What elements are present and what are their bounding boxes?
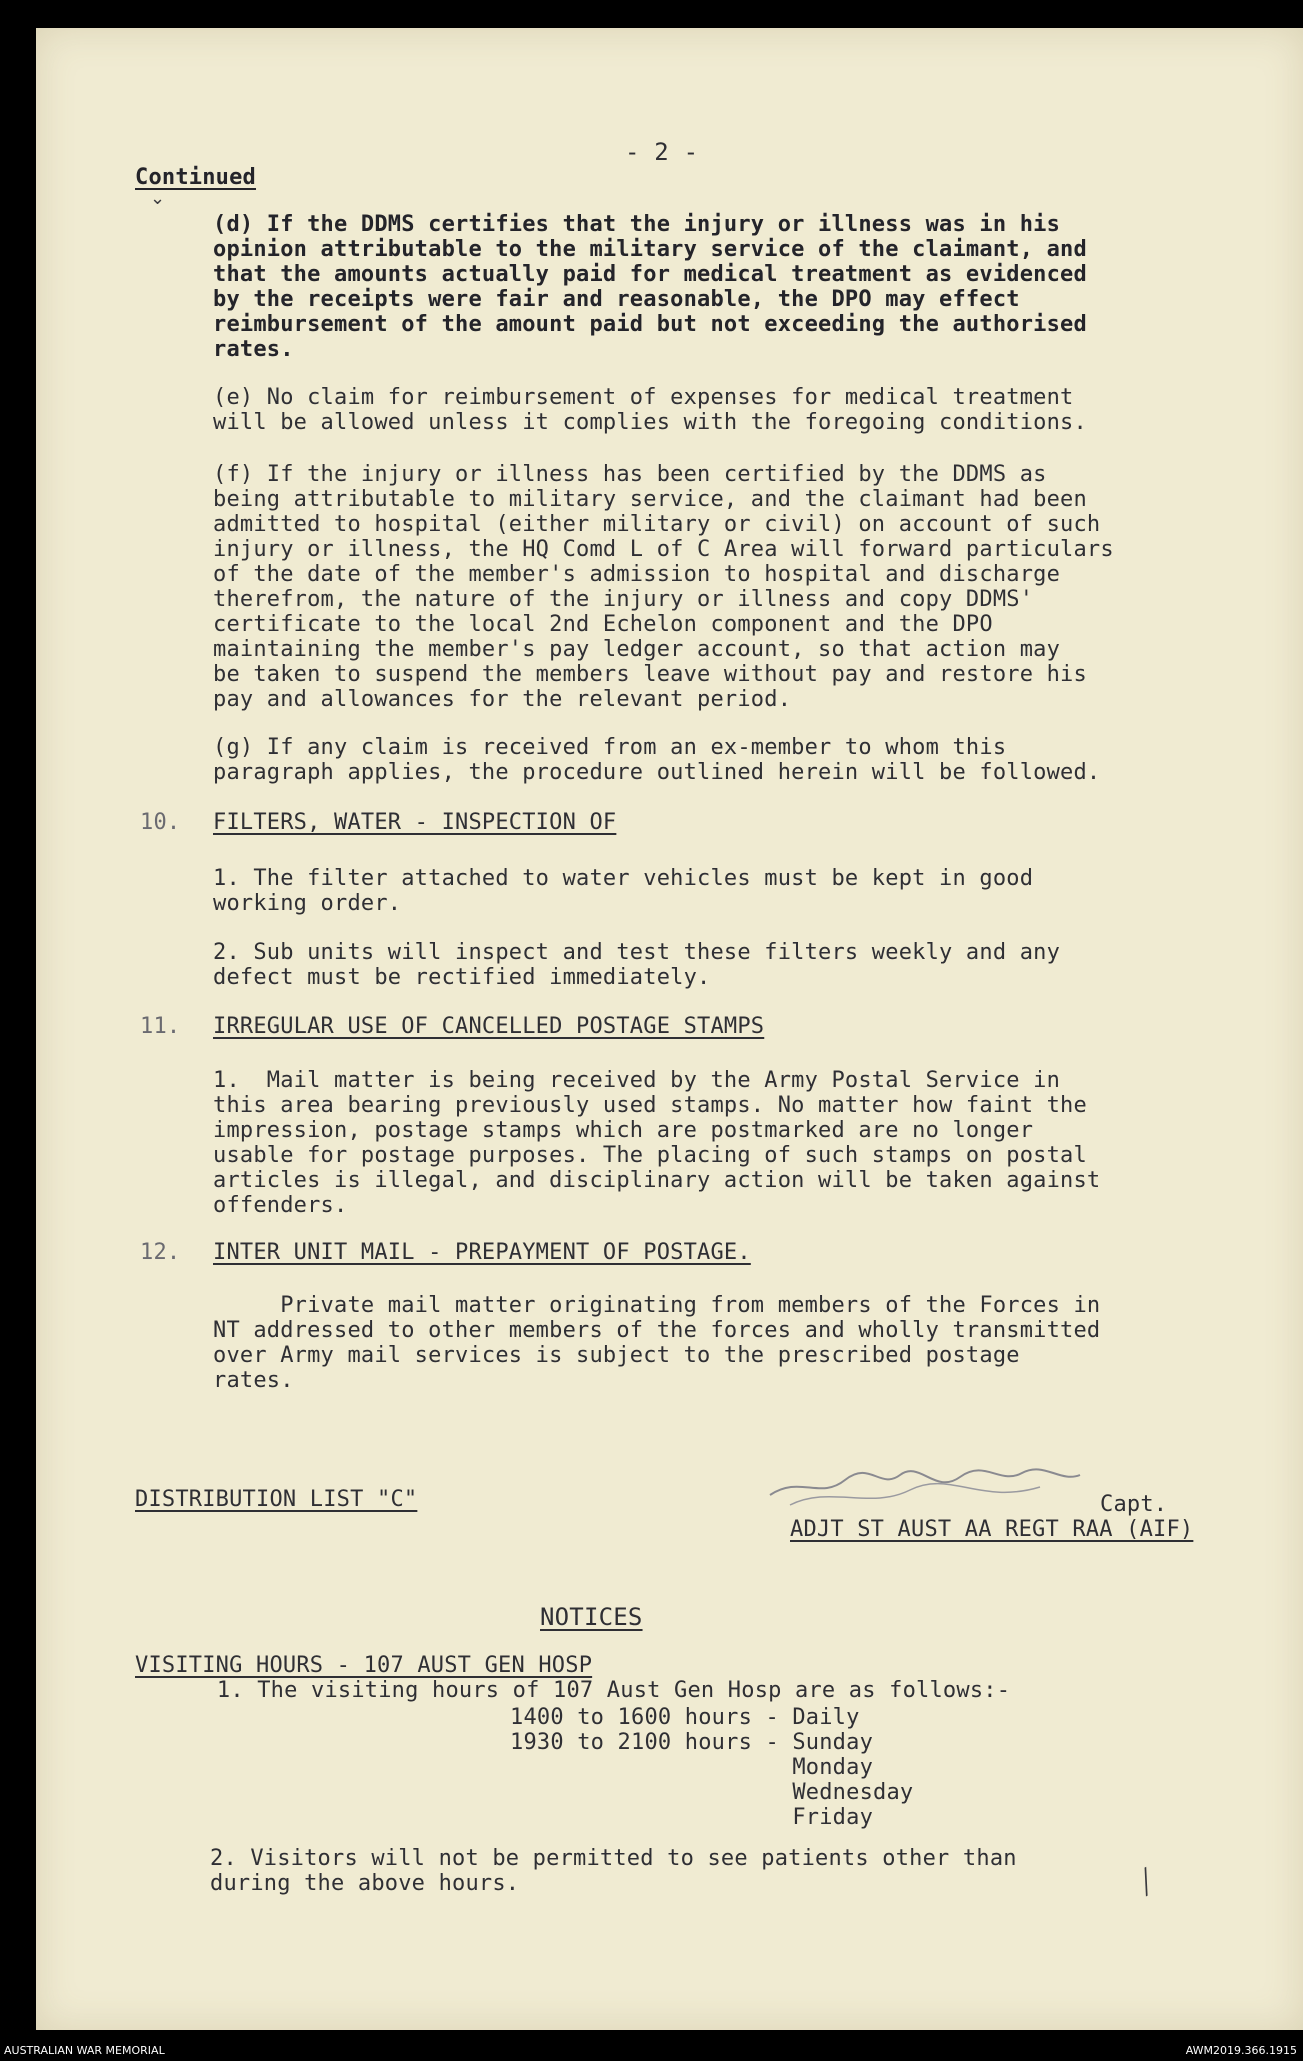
section-12-title: INTER UNIT MAIL - PREPAYMENT OF POSTAGE. xyxy=(213,1240,751,1265)
footer-institution: AUSTRALIAN WAR MEMORIAL xyxy=(4,2044,165,2057)
continued-label: Continued xyxy=(135,165,257,190)
section-11-number: 11. xyxy=(140,1014,181,1039)
section-12-paragraph-1: Private mail matter originating from members of the Forces in NT addressed to other members of the forces and wholly transmitted over Army mail services is subject to the prescribed postage rates. xyxy=(213,1293,1101,1393)
pen-mark-icon: ╱ xyxy=(1134,1868,1159,1897)
visiting-hours-times: 1400 to 1600 hours - Daily 1930 to 2100 hours - Sunday Monday Wednesday Friday xyxy=(510,1705,914,1830)
handwritten-tick-icon: ⌄ xyxy=(150,188,166,209)
page-number: - 2 - xyxy=(625,138,699,166)
visiting-hours-paragraph-1: 1. The visiting hours of 107 Aust Gen Hosp are as follows:- xyxy=(190,1678,1011,1703)
section-11-paragraph-1: 1. Mail matter is being received by the Army Postal Service in this area bearing previously used stamps. No matter how faint the impression, postage stamps which are postmarked are no longer usable for postage purposes. The placing of such stamps on postal articles is illegal, and disciplinary action will be taken against offenders. xyxy=(213,1068,1101,1218)
signature-title: ADJT ST AUST AA REGT RAA (AIF) xyxy=(790,1517,1194,1542)
footer-accession-number: AWM2019.366.1915 xyxy=(1185,2044,1297,2057)
signature-scribble xyxy=(760,1455,1090,1525)
notices-heading: NOTICES xyxy=(540,1603,643,1631)
visiting-hours-paragraph-2: 2. Visitors will not be permitted to see patients other than during the above hours. xyxy=(210,1846,1017,1896)
section-10-paragraph-1: 1. The filter attached to water vehicles must be kept in good working order. xyxy=(213,866,1034,916)
paragraph-g: (g) If any claim is received from an ex-member to whom this paragraph applies, the procedure outlined herein will be followed. xyxy=(213,735,1101,785)
visiting-hours-title: VISITING HOURS - 107 AUST GEN HOSP xyxy=(135,1653,593,1678)
signature-rank: Capt. xyxy=(1100,1492,1168,1517)
section-11-title: IRREGULAR USE OF CANCELLED POSTAGE STAMPS xyxy=(213,1014,765,1039)
paragraph-f: (f) If the injury or illness has been certified by the DDMS as being attributable to military service, and the claimant had been admitted to hospital (either military or civil) on account of such injury or illness, the HQ Comd L of C Area will forward particulars of the date of the member's admission to hospital and discharge therefrom, the nature of the injury or illness and copy DDMS' certificate to the local 2nd Echelon component and the DPO maintaining the member's pay ledger account, so that action may be taken to suspend the members leave without pay and restore his pay and allowances for the relevant period. xyxy=(213,462,1114,712)
section-10-title: FILTERS, WATER - INSPECTION OF xyxy=(213,810,617,835)
section-12-number: 12. xyxy=(140,1240,181,1265)
paragraph-d: (d) If the DDMS certifies that the injury or illness was in his opinion attributable to the military service of the claimant, and that the amounts actually paid for medical treatment as evidenced by the receipts were fair and reasonable, the DPO may effect reimbursement of the amount paid but not exceeding the authorised rates. xyxy=(213,212,1087,362)
section-10-paragraph-2: 2. Sub units will inspect and test these filters weekly and any defect must be rectified immediately. xyxy=(213,940,1061,990)
section-10-number: 10. xyxy=(140,810,181,835)
paragraph-e: (e) No claim for reimbursement of expenses for medical treatment will be allowed unless it complies with the foregoing conditions. xyxy=(213,385,1087,435)
distribution-list: DISTRIBUTION LIST "C" xyxy=(135,1487,418,1512)
